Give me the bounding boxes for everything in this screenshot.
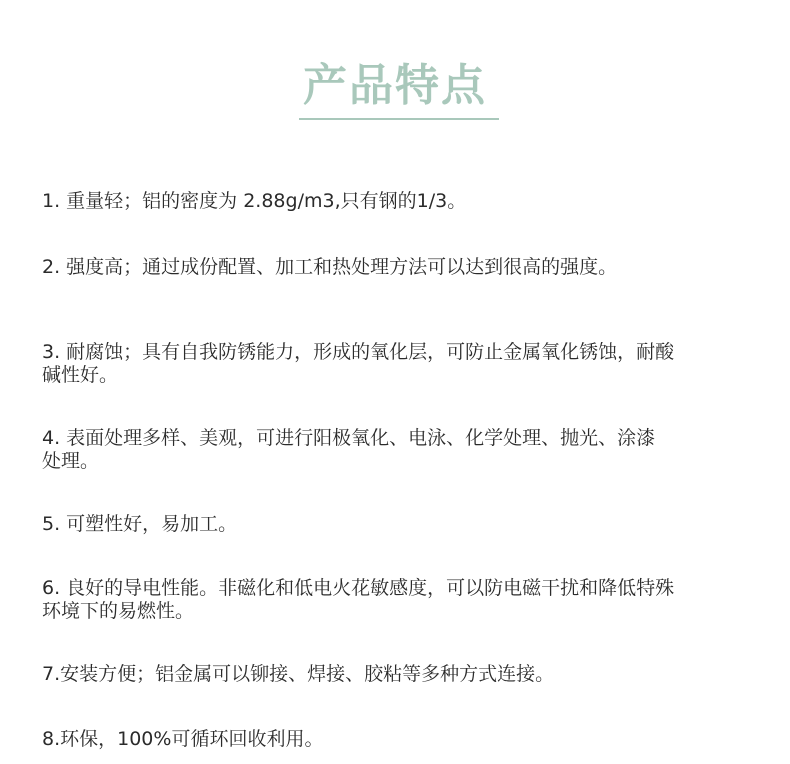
feature-item-weight: 1. 重量轻；铝的密度为 2.88g/m3,只有钢的1/3。 bbox=[42, 190, 467, 212]
feature-item-surface: 4. 表面处理多样、美观，可进行阳极氧化、电泳、化学处理、抛光、涂漆处理。 bbox=[42, 427, 656, 472]
feature-item-strength: 2. 强度高；通过成份配置、加工和热处理方法可以达到很高的强度。 bbox=[42, 256, 618, 278]
feature-item-installation: 7.安装方便；铝金属可以铆接、焊接、胶粘等多种方式连接。 bbox=[42, 663, 555, 685]
title-area bbox=[0, 58, 790, 114]
page-title: 产品特点 bbox=[303, 60, 487, 111]
feature-item-conductivity: 6. 良好的导电性能。非磁化和低电火花敏感度，可以防电磁干扰和降低特殊环境下的易燃性。 bbox=[42, 577, 675, 622]
feature-item-corrosion: 3. 耐腐蚀；具有自我防锈能力，形成的氧化层，可防止金属氧化锈蚀，耐酸碱性好。 bbox=[42, 341, 675, 386]
feature-item-plasticity: 5. 可塑性好，易加工。 bbox=[42, 513, 238, 535]
title-underline bbox=[299, 118, 499, 120]
feature-item-eco: 8.环保，100%可循环回收利用。 bbox=[42, 728, 324, 750]
